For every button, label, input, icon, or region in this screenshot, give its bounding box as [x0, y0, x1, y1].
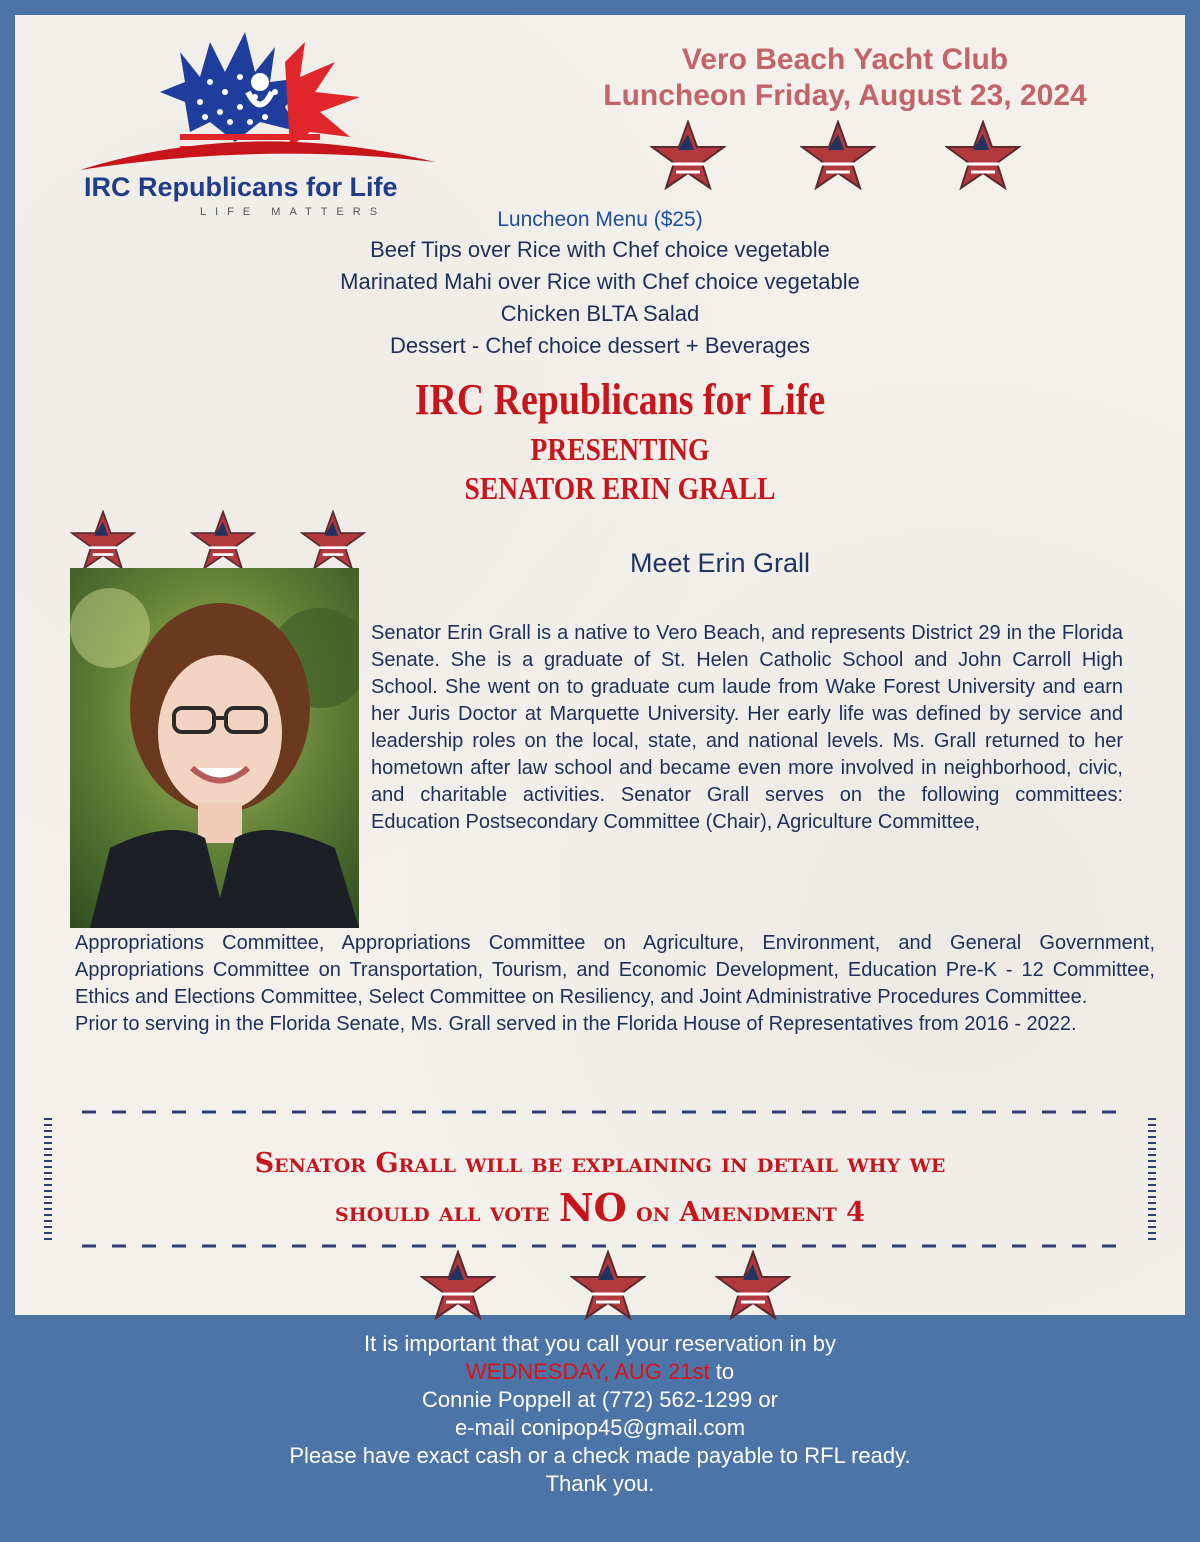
bio-committees: Appropriations Committee, Appropriations Committee on Agriculture, Environment, and General Government, Appropriations Committee on Transportation, Tourism, and Economic Development, Education Pre-K - 12 Committee, Ethics and Elections Committee, Select Committee on Resiliency, and Joint Administrative Procedures Committee.	[75, 932, 1155, 1008]
headline-speaker: SENATOR ERIN GRALL	[464, 470, 776, 506]
org-logo	[60, 22, 440, 222]
bio-heading: Meet Erin Grall	[629, 548, 811, 578]
menu-title: Luncheon Menu ($25)	[497, 208, 703, 231]
contact-email: e-mail conipop45@gmail.com	[454, 1415, 746, 1440]
star-icon	[190, 510, 256, 570]
event-header	[545, 42, 1145, 114]
headline-presenting: PRESENTING	[530, 431, 710, 467]
star-icon	[570, 1250, 646, 1320]
banner-line-1: Senator Grall will be explaining in detail why we	[254, 1148, 946, 1179]
reservation-deadline-line	[100, 1358, 1100, 1386]
deadline-suffix: to	[709, 1359, 735, 1384]
contact-phone: Connie Poppell at (772) 562-1299 or	[422, 1387, 778, 1412]
senator-photo	[70, 568, 359, 928]
reservation-prompt: It is important that you call your reservation in by	[364, 1331, 836, 1356]
star-icon	[650, 120, 726, 190]
bio-paragraph-1: Senator Erin Grall is a native to Vero Beach, and represents District 29 in the Florida Senate. She is a graduate of St. Helen Catholic School and John Carroll High School. She went on to graduate cum laude from Wake Forest University and earn her Juris Doctor at Marquette University. Her early life was defined by service and leadership roles on the local, state, and national levels. Ms. Grall returned to her hometown after law school and became even more involved in neighborhood, civic, and charitable activities. Senator Grall serves on the following committees: Education Postsecondary Committee (Chair), Agriculture Committee,	[371, 622, 1123, 833]
menu-item: Beef Tips over Rice with Chef choice vegetable	[370, 237, 830, 262]
logo-tagline: LIFE MATTERS	[200, 206, 387, 218]
amendment-banner	[80, 1142, 1120, 1235]
menu-item: Dessert - Chef choice dessert + Beverages	[389, 333, 811, 358]
reservation-deadline: WEDNESDAY, AUG 21st	[465, 1359, 710, 1384]
menu-item: Chicken BLTA Salad	[500, 301, 700, 326]
event-headline	[250, 370, 990, 508]
thank-you: Thank you.	[545, 1471, 655, 1496]
banner-line-2-end: on Amendment 4	[636, 1197, 865, 1228]
banner-line-2-start: should all vote	[335, 1197, 550, 1228]
star-icon	[70, 510, 136, 570]
venue-name: Vero Beach Yacht Club	[681, 43, 1009, 76]
star-icon	[945, 120, 1021, 190]
bio-paragraph-2	[75, 930, 1155, 1038]
reservation-info	[100, 1330, 1100, 1498]
payment-note: Please have exact cash or a check made payable to RFL ready.	[289, 1443, 911, 1468]
headline-org: IRC Republicans for Life	[414, 375, 826, 424]
luncheon-menu	[200, 206, 1000, 362]
star-icon	[715, 1250, 791, 1320]
star-icon	[420, 1250, 496, 1320]
bio-prior-service: Prior to serving in the Florida Senate, Ms. Grall served in the Florida House of Representatives from 2016 - 2022.	[75, 1013, 1077, 1035]
menu-item: Marinated Mahi over Rice with Chef choice vegetable	[340, 269, 860, 294]
star-icon	[300, 510, 366, 570]
logo-name: IRC Republicans for Life	[84, 172, 398, 202]
banner-no: NO	[558, 1185, 627, 1230]
banner-line-2	[80, 1186, 1120, 1235]
star-icon	[800, 120, 876, 190]
flag-figure-icon	[60, 22, 440, 172]
event-date: Luncheon Friday, August 23, 2024	[603, 79, 1087, 112]
